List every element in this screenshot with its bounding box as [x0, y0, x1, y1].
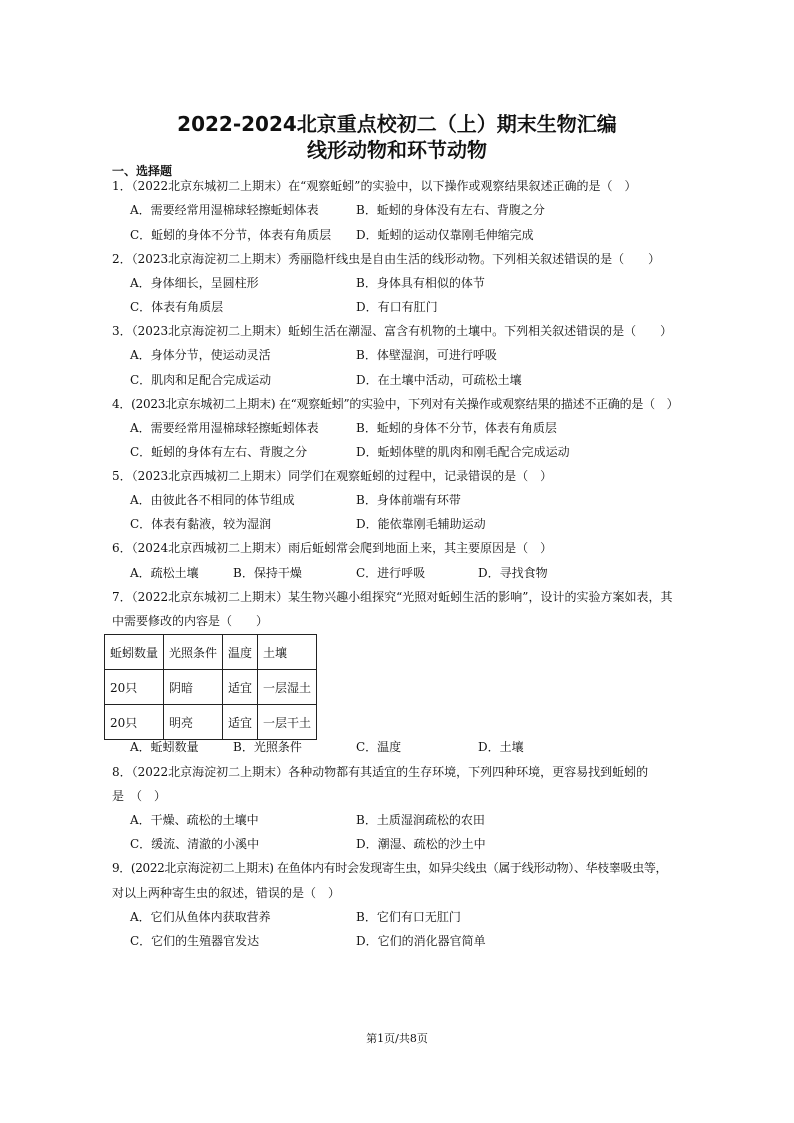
question-7-stem-line1: 7．（2022北京东城初二上期末）某生物兴趣小组探究“光照对蚯蚓生活的影响”，设计的实验方案如表，其: [112, 590, 673, 604]
question-8-option-b: B．土质湿润疏松的农田: [356, 813, 485, 827]
question-1-option-d: D．蚯蚓的运动仅靠刚毛伸缩完成: [356, 228, 534, 242]
question-7-option-d: D．土壤: [478, 740, 524, 754]
question-9-option-a: A．它们从鱼体内获取营养: [130, 910, 271, 924]
question-9-option-c: C．它们的生殖器官发达: [130, 934, 260, 948]
question-6-option-d: D．寻找食物: [478, 566, 548, 580]
section-heading: 一、选择题: [112, 164, 173, 178]
question-7-option-a: A．蚯蚓数量: [130, 740, 199, 754]
table-cell: 明亮: [164, 705, 223, 740]
question-2-option-c: C．体表有角质层: [130, 300, 224, 314]
question-1-option-b: B．蚯蚓的身体没有左右、背腹之分: [356, 203, 545, 217]
table-header-cell: 蚯蚓数量: [105, 635, 164, 670]
page-subtitle: 线形动物和环节动物: [307, 138, 487, 162]
question-4-option-c: C．蚯蚓的身体有左右、背腹之分: [130, 445, 308, 459]
table-cell: 一层湿土: [258, 670, 317, 705]
experiment-table: [104, 634, 317, 740]
page-number: 第1页/共8页: [366, 1032, 428, 1045]
question-9-stem-line1: 9．(2022北京海淀初二上期末) 在鱼体内有时会发现寄生虫，如异尖线虫（属于线形动物）、华枝睾吸虫等，: [112, 861, 668, 875]
question-8-stem-line2: 是 （ ）: [112, 789, 167, 803]
question-3-option-a: A．身体分节，使运动灵活: [130, 348, 271, 362]
question-1-option-c: C．蚯蚓的身体不分节，体表有角质层: [130, 228, 332, 242]
table-header-cell: 光照条件: [164, 635, 223, 670]
question-4-option-b: B．蚯蚓的身体不分节，体表有角质层: [356, 421, 557, 435]
question-2-option-d: D．有口有肛门: [356, 300, 438, 314]
question-3-option-c: C．肌肉和足配合完成运动: [130, 373, 272, 387]
question-7-option-b: B．光照条件: [233, 740, 302, 754]
question-8-option-d: D．潮湿、疏松的沙土中: [356, 837, 486, 851]
question-2-option-b: B．身体具有相似的体节: [356, 276, 485, 290]
question-5-stem: 5．（2023北京西城初二上期末）同学们在观察蚯蚓的过程中，记录错误的是（ ）: [112, 469, 553, 483]
question-7-option-c: C．温度: [356, 740, 402, 754]
question-6-stem: 6．（2024北京西城初二上期末）雨后蚯蚓常会爬到地面上来，其主要原因是（ ）: [112, 541, 553, 555]
table-cell: 阴暗: [164, 670, 223, 705]
question-3-option-b: B．体壁湿润，可进行呼吸: [356, 348, 497, 362]
table-cell: 20只: [105, 705, 164, 740]
question-4-option-d: D．蚯蚓体壁的肌肉和刚毛配合完成运动: [356, 445, 570, 459]
question-3-option-d: D．在土壤中活动，可疏松土壤: [356, 373, 522, 387]
table-header-cell: 温度: [223, 635, 258, 670]
page-title: 2022-2024北京重点校初二（上）期末生物汇编: [177, 112, 617, 136]
question-7-stem-line2: 中需要修改的内容是（ ）: [112, 614, 269, 628]
question-2-option-a: A．身体细长，呈圆柱形: [130, 276, 259, 290]
question-1-option-a: A．需要经常用湿棉球轻擦蚯蚓体表: [130, 203, 319, 217]
question-8-stem-line1: 8．（2022北京海淀初二上期末）各种动物都有其适宜的生存环境，下列四种环境，更容易找到蚯蚓的: [112, 765, 649, 779]
question-5-option-d: D．能依靠刚毛辅助运动: [356, 517, 486, 531]
table-row: [105, 705, 317, 740]
table-cell: 适宜: [223, 670, 258, 705]
question-6-option-b: B．保持干燥: [233, 566, 302, 580]
question-9-option-d: D．它们的消化器官简单: [356, 934, 486, 948]
question-2-stem: 2．（2023北京海淀初二上期末）秀丽隐杆线虫是自由生活的线形动物。下列相关叙述错误的是（ ）: [112, 252, 661, 266]
question-8-option-c: C．缓流、清澈的小溪中: [130, 837, 260, 851]
question-3-stem: 3．（2023北京海淀初二上期末）蚯蚓生活在潮湿、富含有机物的土壤中。下列相关叙述错误的是（ ）: [112, 324, 673, 338]
question-6-option-c: C．进行呼吸: [356, 566, 426, 580]
question-9-stem-line2: 对以上两种寄生虫的叙述，错误的是（ ）: [112, 886, 341, 900]
question-5-option-c: C．体表有黏液，较为湿润: [130, 517, 272, 531]
table-header-row: [105, 635, 317, 670]
table-header-cell: 土壤: [258, 635, 317, 670]
table-cell: 20只: [105, 670, 164, 705]
question-1-stem: 1．（2022北京东城初二上期末）在“观察蚯蚓”的实验中，以下操作或观察结果叙述正确的是（ ）: [112, 179, 637, 193]
question-5-option-a: A．由彼此各不相同的体节组成: [130, 493, 295, 507]
question-6-option-a: A．疏松土壤: [130, 566, 199, 580]
question-5-option-b: B．身体前端有环带: [356, 493, 461, 507]
table-cell: 适宜: [223, 705, 258, 740]
question-8-option-a: A．干燥、疏松的土壤中: [130, 813, 259, 827]
table-row: [105, 670, 317, 705]
question-4-stem: 4．(2023北京东城初二上期末) 在“观察蚯蚓”的实验中，下列对有关操作或观察结果的描述不正确的是（ ）: [112, 397, 679, 411]
question-4-option-a: A．需要经常用湿棉球轻擦蚯蚓体表: [130, 421, 319, 435]
table-cell: 一层干土: [258, 705, 317, 740]
question-9-option-b: B．它们有口无肛门: [356, 910, 461, 924]
